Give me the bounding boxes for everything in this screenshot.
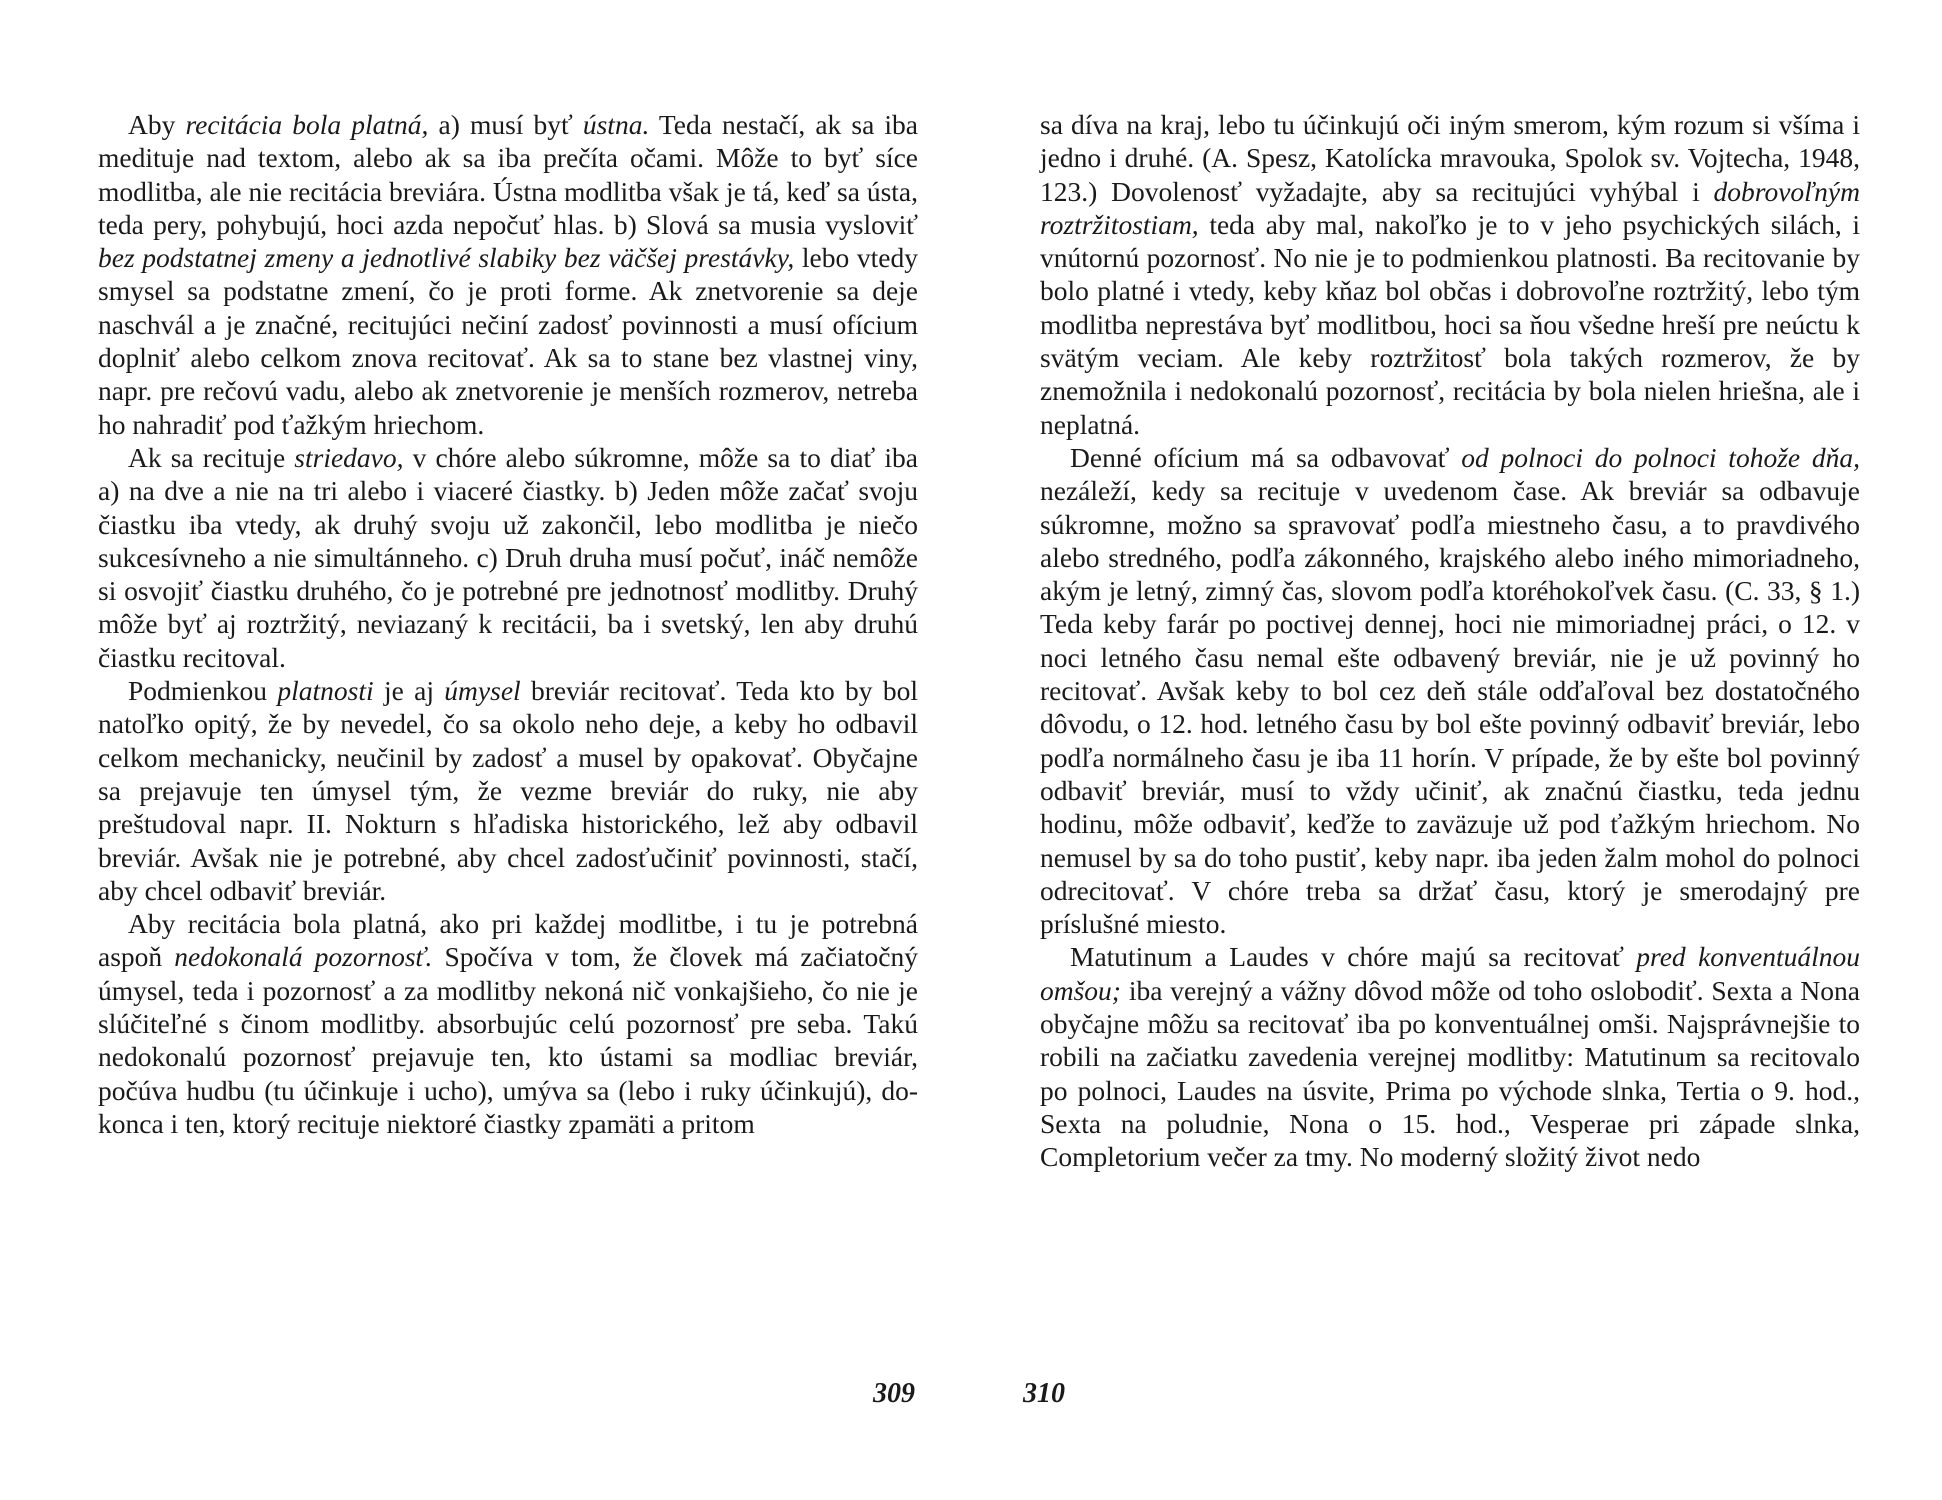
- italic-text-run: dobrovoľným roztržitostiam,: [1040, 175, 1860, 240]
- italic-text-run: platnosti: [277, 675, 374, 707]
- page-number-right: 310: [1023, 1378, 1065, 1409]
- text-run: Ak sa recituje: [128, 441, 295, 473]
- left-paragraph-3: [98, 674, 918, 907]
- text-run: Aby: [128, 109, 186, 140]
- italic-text-run: striedavo,: [294, 441, 404, 473]
- right-page-text: [1040, 108, 1860, 1174]
- text-run: sa díva na kraj, lebo tu účinkujú oči iným smerom, kým rozum si všíma i jedno i druhé. (A. Spesz, Katolícka mravouka, Spolok sv. Vojtecha, 1948, 123.) Dovolenosť vyžadajte, aby sa recitujúci vyhýbal i: [1040, 109, 1860, 207]
- left-paragraph-1: [98, 108, 918, 441]
- text-run: Matutinum a Laudes v chóre majú sa recitovať: [1070, 941, 1637, 973]
- text-run: v chóre alebo súkromne, môže sa to diať iba a) na dve a nie na tri alebo i viaceré čiastky. b) Jeden môže začať svoju čiastku iba vtedy, ak druhý svoju už zakončil, lebo modlitba je niečo sukcesívneho a nie simultánneho. c) Druh druha musí počuť, ináč nemôže si osvojiť čiastku druhého, čo je potrebné pre jednotnosť modlitby. Druhý môže byť aj roztržitý, neviazaný k recitácii, ba i svetský, len aby druhú čiastku recitoval.: [98, 441, 918, 673]
- text-run: teda aby mal, nakoľko je to v jeho psychických silách, i vnútornú pozornosť. No nie je to podmienkou platnosti. Ba recitovanie by bolo platné i vtedy, keby kňaz bol občas i dobrovoľne roztržitý, lebo tým modlitba neprestáva byť modlitbou, hoci sa ňou všedne hreší pre neúctu k svätým veciam. Ale keby roztržitosť bola takých rozmerov, že by znemožnila i nedokonalú pozornosť, recitácia by bola nielen hriešna, ale i neplatná.: [1040, 208, 1860, 440]
- text-run: Teda nestačí, ak sa iba medituje nad textom, alebo ak sa iba prečíta očami. Môže to byť síce modlitba, ale nie recitácia breviára. Ústna modlitba však je tá, keď sa ústa, teda pery, pohybujú, hoci azda nepočuť hlas. b) Slová sa musia vysloviť: [98, 109, 918, 240]
- text-run: Podmienkou: [128, 675, 278, 707]
- text-run: a) musí byť: [428, 109, 583, 140]
- left-page-text: [98, 108, 918, 1140]
- italic-text-run: nedokonalá pozornosť.: [174, 941, 433, 973]
- text-run: Aby recitácia bola platná, ako pri každej modlitbe, i tu je potrebná aspoň: [98, 908, 918, 973]
- italic-text-run: od polnoci do polnoci tohože dňa,: [1461, 441, 1860, 473]
- left-paragraph-4: [98, 907, 918, 1140]
- text-run: breviár recitovať. Teda kto by bol natoľko opitý, že by nevedel, čo sa okolo neho deje, a keby ho odbavil celkom mechanicky, neučinil by zadosť a musel by opakovať. Obyčajne sa prejavuje ten úmysel tým, že vezme breviár do ruky, nie aby preštudoval napr. II. Nokturn s hľadiska historického, lež aby odbavil breviár. Avšak nie je potrebné, aby chcel zadosťučiniť povinnosti, stačí, aby chcel odbaviť breviár.: [98, 675, 918, 906]
- page-number-left: 309: [873, 1378, 915, 1409]
- right-paragraph-3: [1040, 940, 1860, 1173]
- italic-text-run: pred konventuálnou omšou;: [1040, 941, 1860, 1006]
- italic-text-run: bez podstatnej zmeny a jednotlivé slabiky bez väčšej prestávky,: [98, 242, 795, 274]
- right-paragraph-1: [1040, 108, 1860, 441]
- text-run: Denné ofícium má sa odbavovať: [1070, 441, 1462, 473]
- italic-text-run: úmysel: [444, 675, 521, 707]
- italic-text-run: recitácia bola platná,: [185, 109, 429, 140]
- text-run: je aj: [373, 675, 445, 707]
- text-run: Spočíva v tom, že človek má začiatočný úmysel, teda i pozornosť a za modlitby nekoná nič vonkajšieho, čo nie je slúčiteľné s činom modlitby. absorbujúc celú pozornosť pre seba. Takú nedokonalú pozornosť prejavuje ten, kto ústami sa modliac breviár, počúva hudbu (tu účinkuje i ucho), umýva sa (lebo i ruky účinkujú), dokonca i ten, ktorý recituje niektoré čiastky zpamäti a pritom: [98, 941, 918, 1139]
- text-run: lebo vtedy smysel sa podstatne zmení, čo je proti forme. Ak znetvorenie sa deje naschvál a je značné, recitujúci nečiní zadosť povinnosti a musí ofícium doplniť alebo celkom znova recitovať. Ak sa to stane bez vlastnej viny, napr. pre rečovú vadu, alebo ak znetvorenie je menších rozmerov, netreba ho nahradiť pod ťažkým hriechom.: [98, 242, 918, 440]
- italic-text-run: ústna.: [582, 109, 650, 140]
- left-paragraph-2: [98, 441, 918, 674]
- text-run: iba verejný a vážny dôvod môže od toho oslobodiť. Sexta a Nona obyčajne môžu sa recitovať iba po konventuálnej omši. Najsprávnejšie to robili na začiatku zavedenia verejnej modlitby: Matutinum sa recitovalo po polnoci, Laudes na úsvite, Prima po východe slnka, Tertia o 9. hod., Sexta na poludnie, Nona o 15. hod., Vesperae pri západe slnka, Completorium večer za tmy. No moderný složitý život nedo: [1040, 974, 1860, 1173]
- right-paragraph-2: [1040, 441, 1860, 940]
- text-run: nezáleží, kedy sa recituje v uvedenom čase. Ak breviár sa odbavuje súkromne, možno sa spravovať podľa miestneho času, a to pravdivého alebo stredného, podľa zákonného, krajského alebo iného mimoriadneho, akým je letný, zimný čas, slovom podľa ktoréhokoľvek času. (C. 33, § 1.) Teda keby farár po poctivej dennej, hoci nie mimoriadnej práci, o 12. v noci letného času nemal ešte odbavený breviár, nie je už povinný ho recitovať. Avšak keby to bol cez deň stále odďaľoval bez dostatočného dôvodu, o 12. hod. letného času by bol ešte povinný odbaviť breviár, lebo podľa normálneho času je iba 11 horín. V prípade, že by ešte bol povinný odbaviť breviár, musí to vždy učiniť, ak značnú čiastku, teda jednu hodinu, môže odbaviť, keďže to zaväzuje už pod ťažkým hriechom. No nemusel by sa do toho pustiť, keby napr. iba jeden žalm mohol do polnoci odrecitovať. V chóre treba sa držať času, ktorý je smerodajný pre príslušné miesto.: [1040, 475, 1860, 940]
